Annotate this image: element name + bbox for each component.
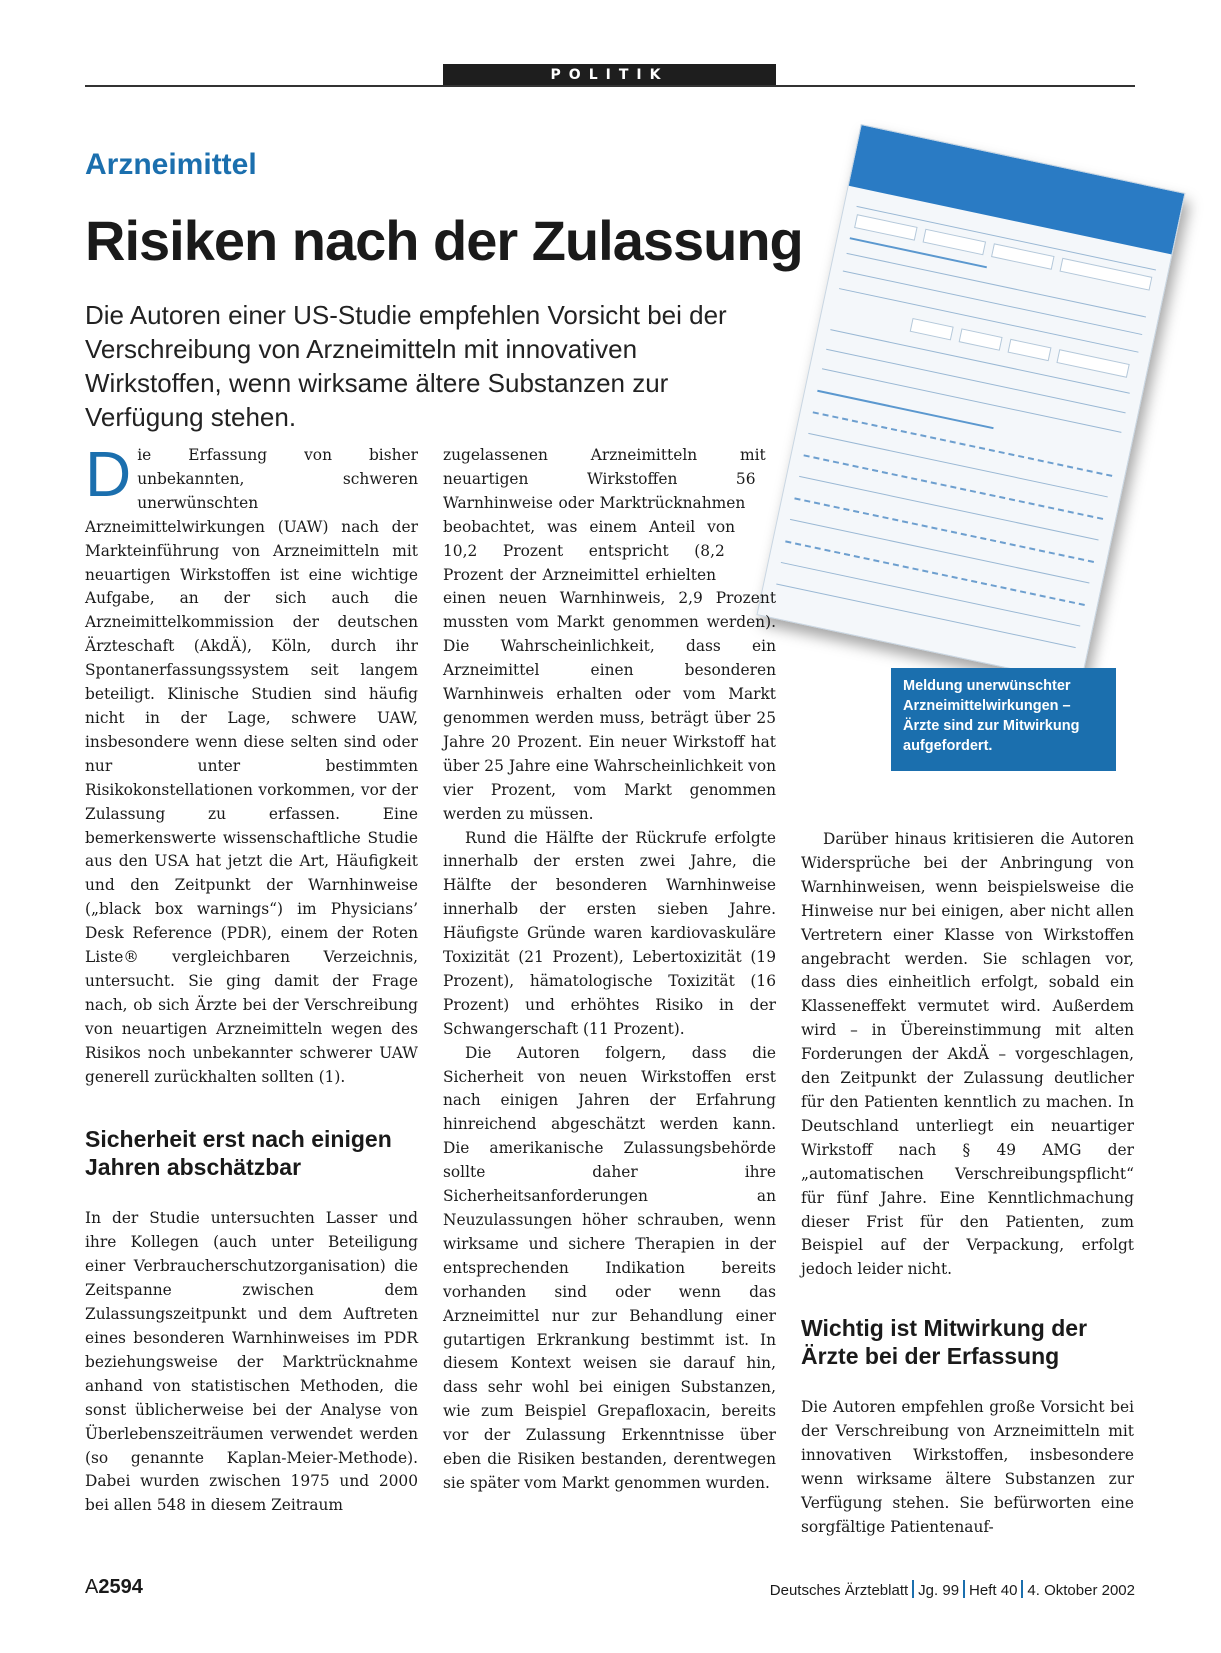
intro-paragraph: [85, 438, 418, 1089]
journal-volume: Jg. 99: [918, 1582, 960, 1599]
separator: [963, 1580, 965, 1598]
form-field: [854, 214, 918, 241]
form-field: [1008, 339, 1052, 361]
form-field: [923, 229, 987, 256]
form-field: [910, 318, 954, 340]
header-rule: [85, 85, 1135, 87]
journal-info: [770, 1580, 1135, 1599]
article-kicker: Arzneimittel: [85, 148, 257, 181]
form-section-line: [817, 390, 993, 429]
figure-caption: Meldung unerwünschter Arzneimittelwirkungen – Ärzte sind zur Mitwirkung aufgefordert.: [891, 668, 1116, 771]
subheading-cooperation: Wichtig ist Mitwirkung der Ärzte bei der Erfassung: [801, 1315, 1088, 1370]
form-rule: [843, 270, 1143, 335]
form-rule: [847, 253, 1147, 318]
form-field: [1059, 258, 1152, 291]
column-1: [85, 438, 418, 1518]
form-field: [1056, 349, 1129, 378]
journal-issue: Heft 40: [969, 1582, 1018, 1599]
body-paragraph: Die Autoren empfehlen große Vorsicht bei der Verschreibung von Arzneimitteln mit innovativen Wirkstoffen, insbesondere wenn wirksame ältere Substanzen zur Verfügung stehen. Sie befürworten eine sorgfältige Patientenauf-: [801, 1398, 1134, 1536]
separator: [912, 1580, 914, 1598]
intro-text: ie Erfassung von bisher unbekannten, schweren unerwünschten Arzneimittelwirkungen (UAW) nach der Markteinführung von Arzneimitteln mit neuartigen Wirkstoffen ist eine wichtige Aufgabe, an der sich auch die Arzneimittelkommission der deutschen Ärzteschaft (AkdÄ), Köln, durch ihr Spontanerfassungssystem seit langem beteiligt. Klinische Studien sind häufig nicht in der Lage, schwere UAW, insbesondere wenn diese selten sind oder nur unter bestimmten Risikokonstellationen vorkommen, vor der Zulassung zu erfassen. Eine bemerkenswerte wissenschaftliche Studie aus den USA hat jetzt die Art, Häufigkeit und den Zeitpunkt der Warnhinweise („black box warnings“) im Physicians’ Desk Reference (PDR), einem der Roten Liste® vergleichbaren Verzeichnis, untersucht. Sie ging damit der Frage nach, ob sich Ärzte bei der Verschreibung von neuartigen Arzneimitteln wegen des Risikos noch unbekannter schwerer UAW generell zurückhalten sollten (1).: [85, 446, 418, 1086]
column-2: [443, 444, 776, 1496]
section-label: POLITIK: [443, 64, 776, 86]
report-form-sheet: [756, 124, 1185, 684]
journal-date: 4. Oktober 2002: [1027, 1582, 1135, 1599]
article-title: Risiken nach der Zulassung: [85, 209, 803, 272]
page-prefix: A: [85, 1576, 99, 1598]
body-paragraph-continued: zugelassenen Arzneimitteln mit neuartigen Wirkstoffen 56 Warnhinweise oder Marktrücknahmen beobachtet, was einem Anteil von 10,2 Prozent entspricht (8,2 Prozent der Arzneimittel erhielten einen neuen Warnhinweis, 2,9 Prozent mussten vom Markt genommen werden). Die Wahrscheinlichkeit, dass ein Arzneimittel einen besonderen Warnhinweis erhalten oder vom Markt genommen werden muss, beträgt über 25 Jahre 20 Prozent. Ein neuer Wirkstoff hat über 25 Jahre eine Wahrscheinlichkeit von vier Prozent, vom Markt genommen werden zu müssen.: [443, 446, 776, 823]
form-field: [991, 243, 1055, 270]
body-paragraph: Rund die Hälfte der Rückrufe erfolgte innerhalb der ersten zwei Jahre, die Hälfte der besonderen Warnhinweise innerhalb der ersten sieben Jahre. Häufigste Gründe waren kardiovaskuläre Toxizität (21 Prozent), Lebertoxizität (19 Prozent), hämatologische Toxizität (16 Prozent) und erhöhtes Risiko in der Schwangerschaft (11 Prozent).: [443, 828, 776, 1038]
page-number-value: 2594: [98, 1576, 143, 1598]
body-paragraph: Darüber hinaus kritisieren die Autoren Widersprüche bei der Anbringung von Warnhinweisen, wenn beispielsweise die Hinweise nur bei einigen, aber nicht allen Vertretern einer Klasse von Wirkstoffen angebracht werden. Sie schlagen vor, dass dies einheitlich erfolgt, sobald ein Klasseneffekt vermutet wird. Außerdem wird – in Übereinstimmung mit alten Forderungen der AkdÄ – vorgeschlagen, den Zeitpunkt der Zulassung deutlicher für den Patienten kenntlich zu machen. In Deutschland unterliegt ein neuartiger Wirkstoff nach § 49 AMG der „automatischen Verschreibungspflicht“ für fünf Jahre. Eine Kenntlichmachung dieser Frist für den Patienten, zum Beispiel auf der Verpackung, erfolgt jedoch leider nicht.: [801, 830, 1134, 1279]
page-number: [85, 1576, 143, 1599]
form-field: [959, 328, 1003, 350]
body-paragraph: Die Autoren folgern, dass die Sicherheit von neuen Wirkstoffen erst nach einigen Jahren der Erfahrung hinreichend abgeschätzt werden kann. Die amerikanische Zulassungsbehörde sollte daher ihre Sicherheitsanforderungen an Neuzulassungen höher schrauben, wenn wirksame und sichere Therapien in der entsprechenden Indikation bereits vorhanden sind oder wenn das Arzneimittel nur zur Behandlung einer gutartigen Erkrankung bestimmt ist. In diesem Kontext weisen sie darauf hin, dass sehr wohl bei einigen Substanzen, wie zum Beispiel Grepafloxacin, bereits vor der Zulassung Erkenntnisse über eben die Risiken bestanden, derentwegen sie später vom Markt genommen wurden.: [443, 1043, 776, 1492]
body-paragraph: In der Studie untersuchten Lasser und ihre Kollegen (auch unter Beteiligung einer Verbraucherschutzorganisation) die Zeitspanne zwischen dem Zulassungszeitpunkt und dem Auftreten eines besonderen Warnhinweises im PDR beziehungsweise der Marktrücknahme anhand von statistischen Methoden, die sonst üblicherweise bei der Analyse von Überlebenszeiträumen verwendet werden (so genannte Kaplan-Meier-Methode). Dabei wurden zwischen 1975 und 2000 bei allen 548 in diesem Zeitraum: [85, 1209, 418, 1515]
article-lead: Die Autoren einer US-Studie empfehlen Vorsicht bei der Verschreibung von Arzneimitteln mit innovativen Wirkstoffen, wenn wirksame ältere Substanzen zur Verfügung stehen.: [85, 300, 727, 432]
subheading-safety: Sicherheit erst nach einigen Jahren abschätzbar: [85, 1126, 392, 1181]
separator: [1021, 1580, 1023, 1598]
column-3: [801, 828, 1134, 1540]
journal-name: Deutsches Ärzteblatt: [769, 1582, 909, 1599]
drop-cap: D: [85, 438, 132, 510]
